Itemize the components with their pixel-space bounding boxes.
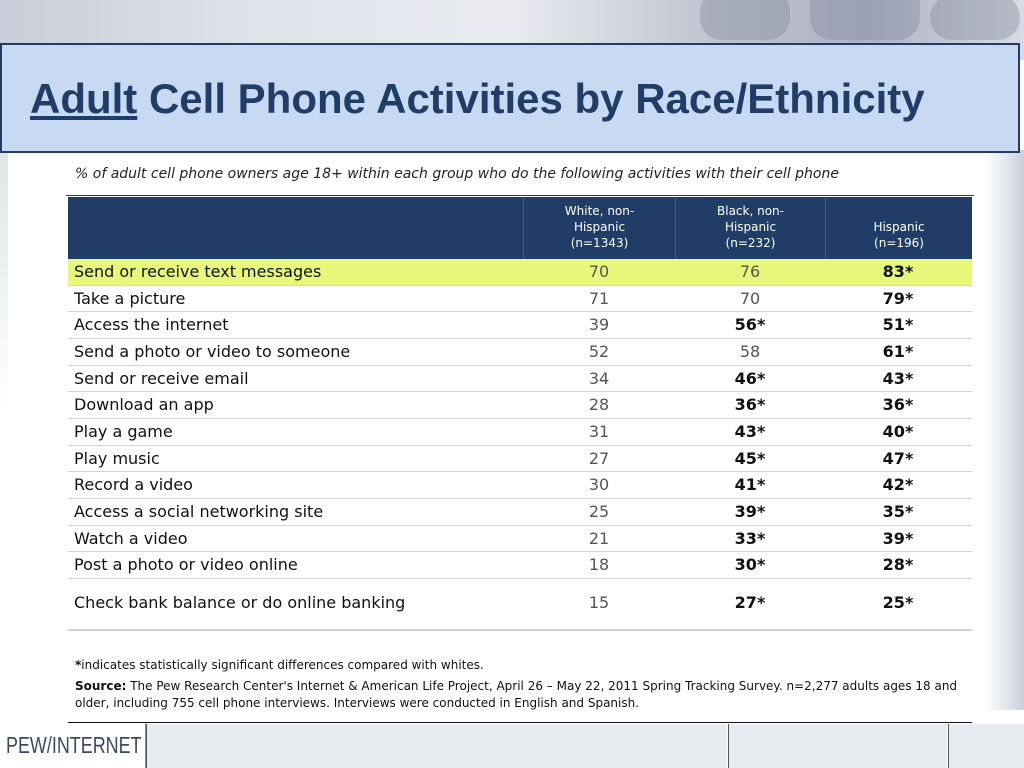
cell-white: 28: [588, 395, 610, 414]
background-edge-right: [984, 150, 1024, 710]
table-row: [68, 446, 972, 472]
cell-black: 39*: [734, 502, 766, 521]
table-row: [68, 259, 972, 286]
row-label: Watch a video: [74, 529, 188, 548]
cell-white: 70: [588, 262, 610, 281]
cell-hispanic: 28*: [882, 555, 914, 574]
row-label: Send or receive text messages: [74, 262, 322, 281]
title-rest: Cell Phone Activities by Race/Ethnicity: [137, 75, 925, 122]
column-header-hispanic: [826, 219, 972, 251]
keypad-key-shape: [700, 0, 790, 40]
row-label: Take a picture: [74, 289, 186, 308]
header-line: Hispanic: [573, 220, 626, 234]
cell-black: 58: [739, 342, 761, 361]
row-label: Play music: [74, 449, 160, 468]
footnote: [75, 658, 484, 672]
cell-black: 56*: [734, 315, 766, 334]
header-sample-size: (n=232): [725, 236, 776, 250]
table-row: [68, 366, 972, 392]
row-label: Check bank balance or do online banking: [74, 593, 406, 612]
cell-black: 46*: [734, 369, 766, 388]
row-label: Send a photo or video to someone: [74, 342, 351, 361]
slide-title: [30, 75, 925, 122]
header-line: Hispanic: [724, 220, 777, 234]
cell-black: 33*: [734, 529, 766, 548]
cell-white: 25: [588, 502, 610, 521]
cell-white: 15: [588, 593, 610, 612]
table-row: [68, 499, 972, 526]
source-label: Source:: [75, 679, 127, 693]
cell-black: 30*: [734, 555, 766, 574]
header-line: Black, non-: [717, 204, 784, 218]
cell-hispanic: 35*: [882, 502, 914, 521]
title-underlined-word: Adult: [30, 75, 138, 122]
cell-white: 27: [588, 449, 610, 468]
divider: [66, 195, 974, 196]
background-edge-left: [0, 150, 8, 410]
cell-white: 34: [588, 369, 610, 388]
cell-hispanic: 42*: [882, 475, 914, 494]
footnote-text: indicates statistically significant differences compared with whites.: [81, 658, 484, 672]
table-row: [68, 312, 972, 339]
footer-cell: [948, 724, 1024, 768]
cell-hispanic: 47*: [882, 449, 914, 468]
cell-black: 76: [739, 262, 761, 281]
cell-white: 39: [588, 315, 610, 334]
table-row: [68, 579, 972, 630]
row-label: Post a photo or video online: [74, 555, 298, 574]
table-row: [68, 339, 972, 366]
header-line: White, non-: [564, 204, 635, 218]
table-row: [68, 552, 972, 579]
table-row: [68, 419, 972, 446]
column-header-white: [524, 203, 675, 251]
header-sample-size: (n=196): [874, 236, 924, 250]
cell-white: 30: [588, 475, 610, 494]
header-sample-size: (n=1343): [570, 236, 629, 250]
table-row: [68, 526, 972, 552]
row-label: Play a game: [74, 422, 173, 441]
cell-hispanic: 43*: [882, 369, 914, 388]
cell-black: 41*: [734, 475, 766, 494]
cell-hispanic: 79*: [882, 289, 914, 308]
pew-internet-logo: PEW/INTERNET: [6, 732, 142, 758]
cell-white: 52: [588, 342, 610, 361]
footer-cell: [146, 724, 727, 768]
cell-hispanic: 36*: [882, 395, 914, 414]
cell-hispanic: 61*: [882, 342, 914, 361]
table-bottom-rule: [68, 630, 972, 631]
cell-black: 43*: [734, 422, 766, 441]
cell-white: 21: [588, 529, 610, 548]
table-row: [68, 286, 972, 312]
table-subtitle: % of adult cell phone owners age 18+ within each group who do the following activities with their cell phone: [75, 166, 839, 182]
row-label: Download an app: [74, 395, 214, 414]
header-line: Hispanic: [873, 220, 925, 234]
cell-white: 31: [588, 422, 610, 441]
row-label: Record a video: [74, 475, 193, 494]
row-label: Access a social networking site: [74, 502, 324, 521]
cell-black: 45*: [734, 449, 766, 468]
cell-white: 18: [588, 555, 610, 574]
cell-black: 36*: [734, 395, 766, 414]
column-header-black: [676, 203, 825, 251]
cell-black: 27*: [734, 593, 766, 612]
row-label: Access the internet: [74, 315, 229, 334]
cell-hispanic: 40*: [882, 422, 914, 441]
footer-cell: [728, 724, 947, 768]
cell-hispanic: 51*: [882, 315, 914, 334]
cell-hispanic: 25*: [882, 593, 914, 612]
footnote-star: *: [75, 658, 82, 672]
keypad-key-shape: [810, 0, 920, 40]
cell-hispanic: 39*: [882, 529, 914, 548]
table-row: [68, 392, 972, 419]
row-label: Send or receive email: [74, 369, 249, 388]
footer-rule: [68, 722, 972, 723]
source-text: The Pew Research Center's Internet & American Life Project, April 26 – May 22, 2011 Spring Tracking Survey. n=2,277 adults ages 18 and older, including 755 cell phone interviews. Interviews were conducted in English and Spanish.: [75, 679, 958, 710]
cell-black: 70: [739, 289, 761, 308]
cell-hispanic: 83*: [882, 262, 914, 281]
table-row: [68, 472, 972, 499]
keypad-key-shape: [930, 0, 1020, 40]
cell-white: 71: [588, 289, 610, 308]
source-note: [75, 678, 975, 712]
